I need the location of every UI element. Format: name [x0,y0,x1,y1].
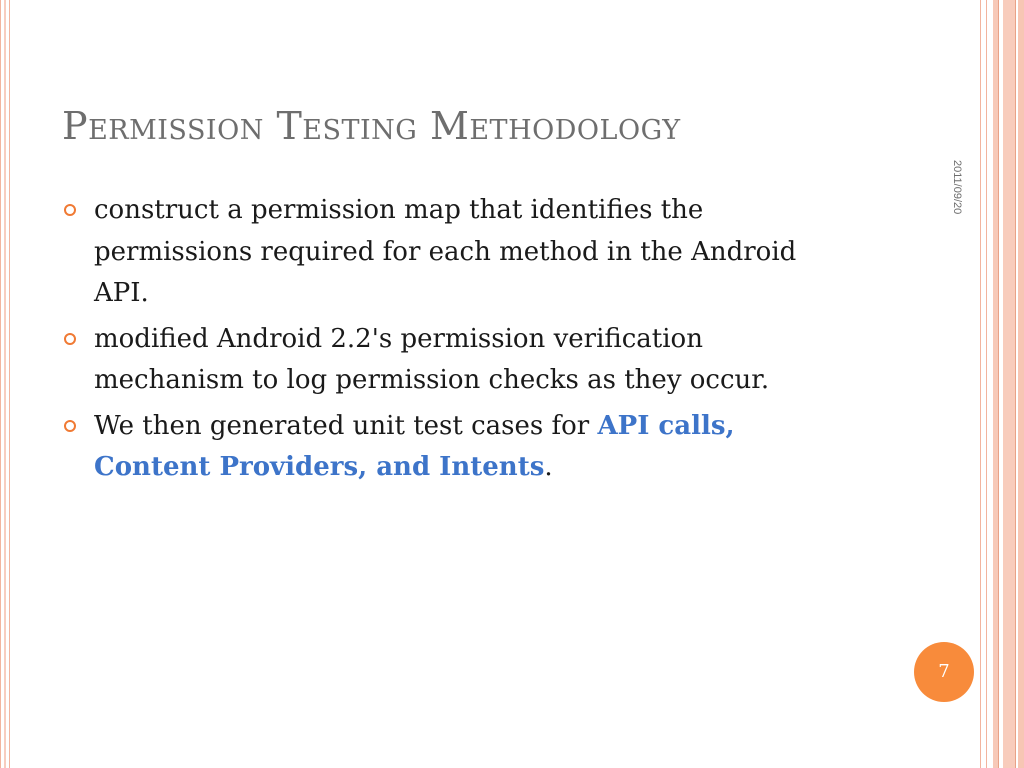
slide-title: Permission Testing Methodology [62,104,681,148]
bullet-highlight-text: API calls, Content Providers, and Intents [94,410,735,482]
bullet-circle-icon [64,420,76,432]
slide-date: 2011/09/20 [951,160,963,215]
bullet-text: We then generated unit test cases for [94,410,598,441]
bullet-circle-icon [64,204,76,216]
bullet-item [62,406,852,489]
bullet-item [62,190,852,315]
left-decorative-border [0,0,10,768]
page-number-badge: 7 [914,642,974,702]
bullet-item [62,319,852,402]
bullet-circle-icon [64,333,76,345]
right-decorative-stripes [980,0,1024,768]
bullet-list [62,190,852,493]
bullet-text: construct a permission map that identifies the permissions required for each method in the Android API. [94,195,797,308]
bullet-text-end: . [544,452,553,482]
bullet-text: modified Android 2.2's permission verification mechanism to log permission checks as they occur. [94,323,770,395]
